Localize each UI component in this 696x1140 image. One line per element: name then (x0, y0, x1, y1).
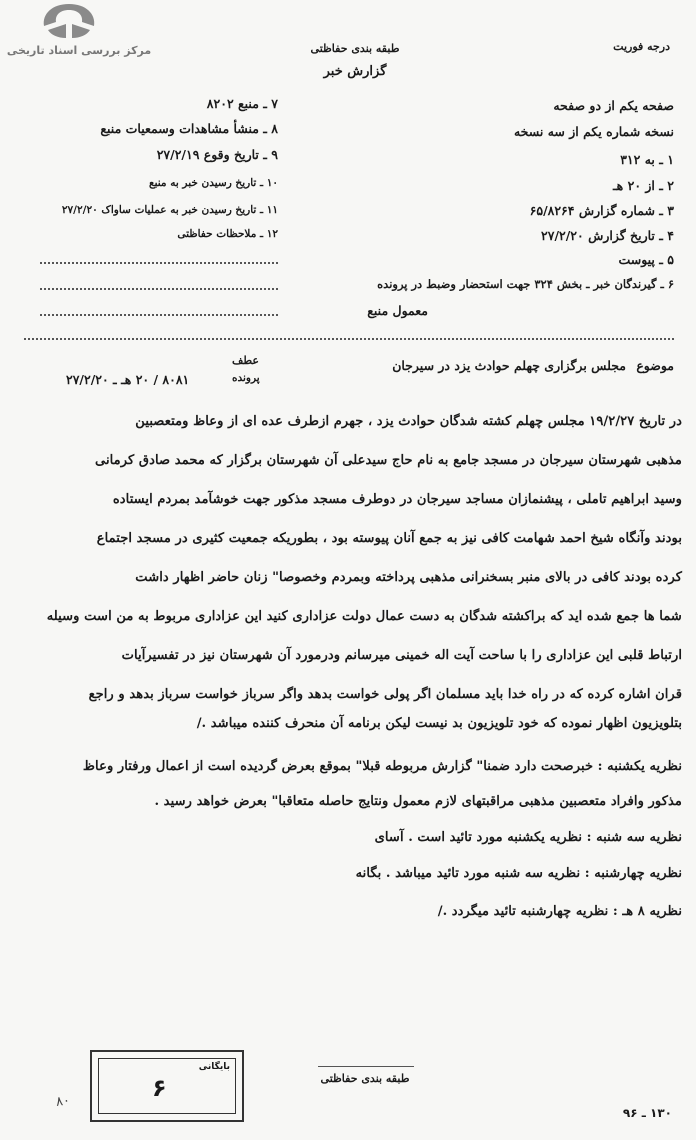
body-line: نظریه یکشنبه : خبرصحت دارد ضمنا" گزارش مربوطه قبلا" بموقع بعرض گردیده است از اعمال ورفتار وعاظ (82, 759, 682, 774)
archive-stamp (90, 1050, 244, 1122)
right-field-attachment: ۵ ـ پیوست (618, 252, 674, 267)
archive-name: مرکز بررسی اسناد تاریخی (6, 44, 152, 57)
right-field-copy: نسخه شماره یکم از سه نسخه (513, 124, 674, 139)
reference-prefix: پرونده (232, 372, 260, 384)
subject-text: مجلس برگزاری چهلم حوادث یزد در سیرجان (392, 358, 626, 373)
body-line: نظریه چهارشنبه : نظریه سه شنبه مورد تائید میباشد . بگانه (355, 866, 682, 881)
left-field-9: ۹ ـ تاریخ وقوع ۲۷/۲/۱۹ (156, 147, 278, 162)
body-line: شما ها جمع شده اید که براکشته شدگان به دست عمال دولت عزاداری کنید این عزاداری مربوط به من است وسیله (46, 609, 682, 624)
body-line: بتلویزیون اظهار نموده که خود تلویزیون بد نیست لیکن برنامه آن منحرف کننده میباشد ./ (196, 716, 682, 731)
body-line: ارتباط قلبی این عزاداری را با ساحت آیت اله خمینی میرسانم ودرمورد آن شهرستان نیز در تفسیرآیات (121, 648, 682, 663)
stamp-number: ۶ (152, 1074, 167, 1102)
archive-logo (38, 2, 100, 42)
left-field-8: ۸ ـ منشأ مشاهدات وسمعیات منبع (100, 121, 278, 136)
margin-mark: ۸۰ (55, 1093, 71, 1110)
left-rule (40, 288, 278, 290)
right-field-from: ۲ ـ از ۲۰ هـ (613, 178, 674, 193)
left-rule (40, 314, 278, 316)
report-type-title: گزارش خبر (323, 64, 387, 79)
body-line: نظریه سه شنبه : نظریه یکشنبه مورد تائید است . آسای (374, 830, 682, 845)
left-field-7: ۷ ـ منبع ۸۲۰۲ (206, 96, 278, 111)
body-line: مذهبی شهرستان سیرجان در مسجد جامع به نام حاج سیدعلی آن شهرستان برگزار که محمد صادق کرمانی (95, 453, 682, 468)
section-divider (24, 338, 674, 340)
body-line: قران اشاره کرده که در راه خدا باید مسلمان اگر پولی خواست بدهد واگر سرباز خواست سرباز بدهد و راجع (88, 687, 682, 702)
right-field-recipients: ۶ ـ گیرندگان خبر ـ بخش ۳۲۴ جهت استحضار وضبط در پرونده (377, 277, 674, 291)
body-line: در تاریخ ۱۹/۲/۲۷ مجلس چهلم کشته شدگان حوادث یزد ، جهرم ازطرف عده ای از وعاظ ومتعصبین (135, 414, 682, 429)
reference-label: عطف (232, 354, 259, 367)
body-line: کرده بودند کافی در بالای منبر بسخنرانی مذهبی پرداخته وبمردم وخصوصا" زنان حاضر اظهار داشت (135, 570, 682, 585)
body-line: وسید ابراهیم تاملی ، پیشنمازان مساجد سیرجان در دوطرف مسجد مذکور جهت خوشآمد بمردم ایستاده (112, 492, 682, 507)
left-field-12: ۱۲ ـ ملاحظات حفاظتی (177, 228, 278, 240)
body-line: مذکور وافراد متعصبین مذهبی مراقبتهای لازم معمول ونتایج حاصله متعاقبا" بعرض خواهد رسید . (154, 794, 682, 809)
stamp-text: بایگانی (198, 1062, 230, 1072)
body-line: بودند وآنگاه شیخ احمد شهامت کافی نیز به جمع آنان پیوسته بود ، بطوریکه جمعیت کثیری در مسجد اجتماع (96, 531, 682, 546)
body-line: نظریه ۸ هـ : نظریه چهارشنبه تائید میگردد ./ (437, 904, 682, 919)
security-class-header: طبقه بندی حفاظتی (310, 42, 400, 55)
security-class-footer: طبقه بندی حفاظتی (320, 1072, 410, 1085)
left-rule (40, 262, 278, 264)
page-number: ۱۳۰ ـ ۹۶ (622, 1106, 672, 1120)
right-field-page: صفحه یکم از دو صفحه (553, 98, 674, 113)
right-field-routine: معمول منبع (367, 303, 428, 318)
left-field-10: ۱۰ ـ تاریخ رسیدن خبر به منبع (149, 177, 278, 189)
right-field-report-date: ۴ ـ تاریخ گزارش ۲۷/۲/۲۰ (541, 228, 674, 243)
right-field-to: ۱ ـ به ۳۱۲ (620, 152, 674, 167)
priority-label: درجه فوریت (613, 40, 670, 53)
subject-label: موضوع (636, 358, 674, 373)
left-field-11: ۱۱ ـ تاریخ رسیدن خبر به عملیات ساواک ۲۷/۲/۲۰ (61, 204, 278, 216)
right-field-report-number: ۳ ـ شماره گزارش ۶۵/۸۲۶۴ (529, 203, 674, 218)
reference-value: ۸۰۸۱ / ۲۰ هـ ـ ۲۷/۲/۲۰ (66, 372, 190, 387)
footer-rule (318, 1066, 414, 1067)
